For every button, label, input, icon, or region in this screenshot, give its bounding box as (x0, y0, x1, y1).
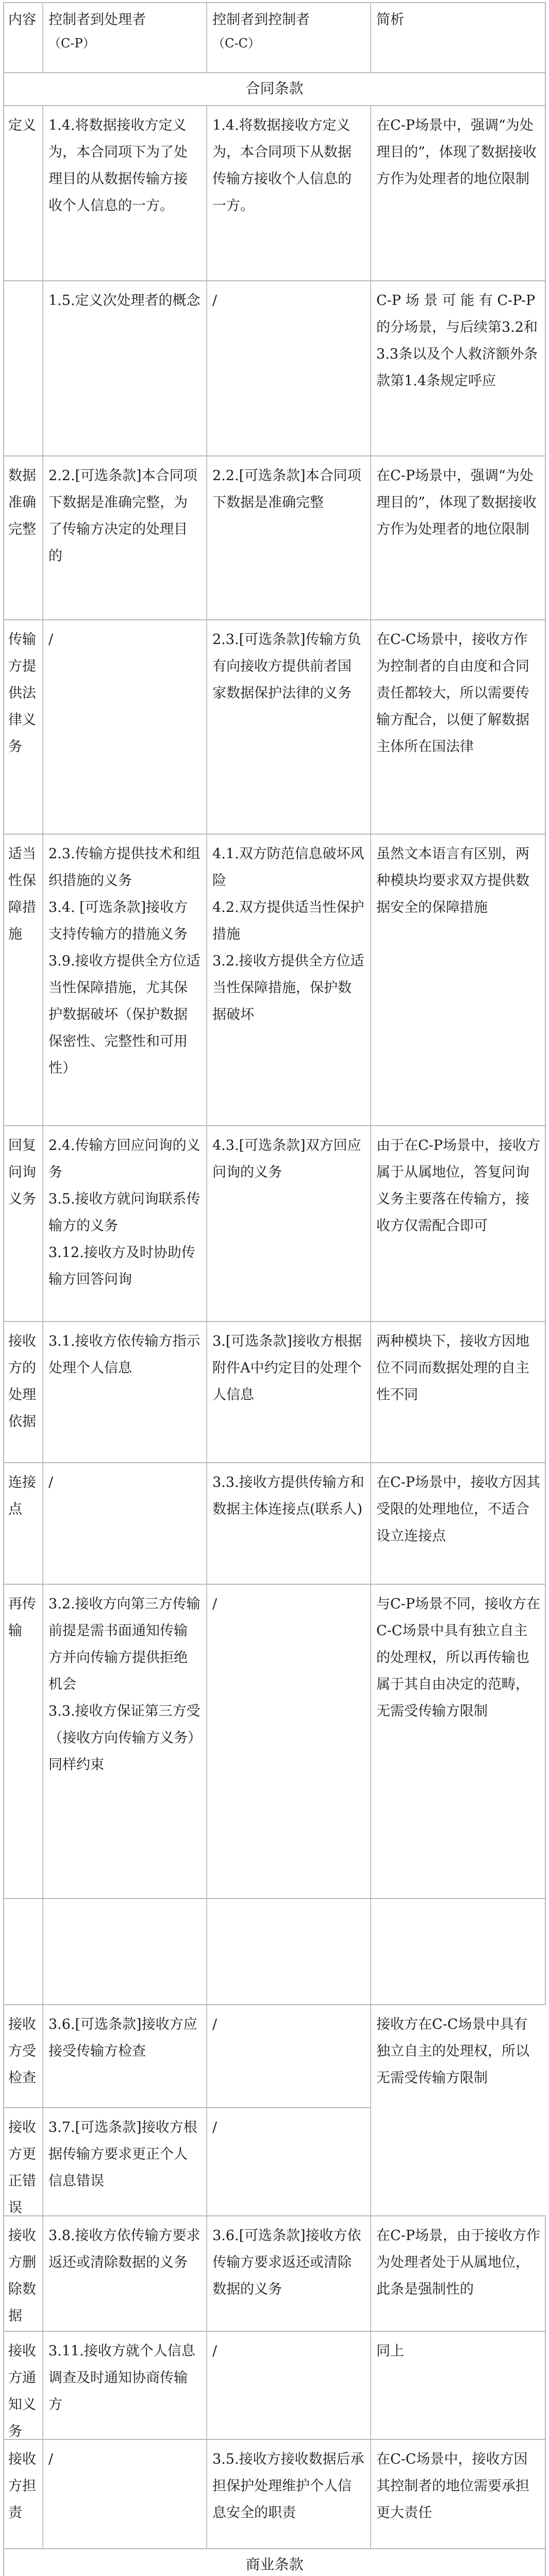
table-cell (3, 2108, 42, 2215)
analysis-text: 在C-P场景，由于接收方作为处理者处于从属地位，此条是强制性的 (376, 2228, 540, 2297)
table-cell (42, 1585, 206, 1898)
table-cell (206, 2108, 370, 2215)
table-cell (3, 2216, 42, 2331)
table-row (3, 2331, 546, 2439)
cc-clause: / (212, 1596, 218, 1612)
table-cell (42, 2108, 206, 2215)
row-topic: 回复问询义务 (8, 1138, 36, 1207)
table-row (3, 1125, 546, 1321)
analysis-text: 在C-C场景中，接收方作为控制者的自由度和合同责任都较大，所以需要传输方配合，以便了解数据主体所在国法律 (376, 632, 529, 755)
cp-clause: 3.7.[可选条款]接收方根据传输方要求更正个人信息错误 (48, 2120, 197, 2189)
header-cell-cp (42, 2, 206, 72)
table-row (3, 619, 546, 834)
cp-clause: 2.2.[可选条款]本合同项下数据是准确完整，为了传输方决定的处理目的 (48, 468, 197, 564)
analysis-text: C-P 场 景 可 能 有 C-P-P的分场景，与后续第3.2和3.3条以及个人救济额外条款第1.4条规定呼应 (376, 293, 538, 389)
table-cell (42, 1463, 206, 1584)
table-cell (206, 2216, 370, 2331)
cp-clause: 2.3.传输方提供技术和组织措施的义务 3.4. [可选条款]接收方支持传输方的措施义务 3.9.接收方提供全方位适当性保障措施，尤其保护数据破坏（保护数据保密性、完整性和可用性） (48, 846, 201, 1076)
table-row (3, 1584, 546, 1898)
section-contract-terms (3, 72, 546, 105)
table-cell (3, 456, 42, 619)
header-cc-sub: （C-C） (212, 36, 260, 50)
table-cell (370, 2005, 546, 2215)
table-cell (206, 620, 370, 834)
cc-clause: 2.3.[可选条款]传输方负有向接收方提供前者国家数据保护法律的义务 (212, 632, 361, 701)
table-cell (3, 2332, 42, 2439)
row-topic: 连接点 (8, 1475, 36, 1517)
table-cell (370, 1126, 546, 1321)
table-cell (206, 1322, 370, 1462)
table-cell (370, 2440, 546, 2548)
cc-clause: / (212, 2120, 218, 2136)
table-cell (206, 1463, 370, 1584)
table-cell (3, 1463, 42, 1584)
table-row (3, 2004, 546, 2107)
table-cell (3, 2440, 42, 2548)
table-cell (206, 1126, 370, 1321)
table-cell (42, 1126, 206, 1321)
header-cp-sub: （C-P） (48, 36, 95, 50)
table-row (3, 2215, 546, 2331)
row-topic: 数据准确完整 (8, 468, 36, 537)
section-title: 合同条款 (245, 80, 304, 97)
table-cell (42, 281, 206, 455)
table-cell (370, 456, 546, 619)
table-cell (206, 2332, 370, 2439)
row-topic: 接收方受检查 (8, 2016, 36, 2086)
table-cell (42, 2440, 206, 2548)
cc-clause: 3.3.接收方提供传输方和数据主体连接点(联系人) (212, 1475, 364, 1517)
cc-clause: / (212, 2343, 218, 2359)
row-topic: 传输方提供法律义务 (8, 632, 36, 755)
row-topic: 接收方担责 (8, 2451, 36, 2521)
cp-clause: / (48, 1475, 54, 1490)
analysis-text: 在C-P场景中，接收方因其受限的处理地位，不适合设立连接点 (376, 1475, 540, 1544)
section-title: 商业条款 (245, 2556, 304, 2573)
table-cell (3, 1322, 42, 1462)
cc-clause: 1.4.将数据接收方定义为，本合同项下从数据传输方接收个人信息的一方。 (212, 117, 352, 214)
table-cell (3, 1585, 42, 1898)
row-topic: 接收方通知义务 (8, 2343, 36, 2439)
table-cell (3, 2005, 42, 2107)
table-row (3, 1462, 546, 1584)
table-cell (206, 2440, 370, 2548)
header-cell-cc (206, 2, 370, 72)
table-cell (370, 1463, 546, 1584)
analysis-text: 虽然文本语言有区别，两种模块均要求双方提供数据安全的保障措施 (376, 846, 529, 916)
cc-clause: 3.[可选条款]接收方根据附件A中约定目的处理个人信息 (212, 1333, 362, 1403)
table-cell (206, 1899, 370, 2004)
table-cell (206, 106, 370, 280)
table-cell (206, 281, 370, 455)
analysis-text: 同上 (376, 2343, 404, 2359)
table-cell (3, 1126, 42, 1321)
table-cell (3, 835, 42, 1125)
header-cc-title: 控制者到控制者 (212, 12, 310, 28)
table-cell (42, 1899, 206, 2004)
cc-clause: 4.1.双方防范信息破坏风险 4.2.双方提供适当性保护措施 3.2.接收方提供全方位适当性保障措施，保护数据破坏 (212, 846, 364, 1023)
section-commercial-terms (3, 2548, 546, 2576)
cp-clause: 3.1.接收方依传输方指示处理个人信息 (48, 1333, 201, 1376)
row-topic: 接收方更正错误 (8, 2120, 36, 2215)
table-cell (206, 2005, 370, 2107)
table-cell (370, 2216, 546, 2331)
header-content-label: 内容 (8, 12, 36, 28)
cp-clause: / (48, 2451, 54, 2467)
table-row (3, 455, 546, 619)
table-cell (370, 1322, 546, 1462)
cc-clause: 3.5.接收方接收数据后承担保护处理维护个人信息安全的职责 (212, 2451, 364, 2521)
row-topic: 适当性保障措施 (8, 846, 36, 942)
table-spacer (3, 1898, 546, 2004)
table-header (3, 2, 546, 72)
cp-clause: 3.8.接收方依传输方要求返还或清除数据的义务 (48, 2228, 201, 2270)
cp-clause: 3.6.[可选条款]接收方应接受传输方检查 (48, 2016, 197, 2059)
row-topic: 接收方删除数据 (8, 2228, 36, 2324)
table-cell (42, 2005, 206, 2107)
table-cell (3, 281, 42, 455)
header-cp-title: 控制者到处理者 (48, 12, 146, 28)
analysis-text: 与C-P场景不同，接收方在C-C场景中具有独立自主的处理权，所以再传输也属于其自由决定的范畴，无需受传输方限制 (376, 1596, 540, 1719)
table-cell (42, 835, 206, 1125)
table-row (3, 105, 546, 280)
cp-clause: 1.4.将数据接收方定义为，本合同项下为了处理目的从数据传输方接收个人信息的一方。 (48, 117, 188, 214)
table-cell (370, 281, 546, 455)
cp-clause: 3.11.接收方就个人信息调查及时通知协商传输方 (48, 2343, 195, 2413)
header-cell-analysis (370, 2, 546, 72)
table-cell (42, 456, 206, 619)
analysis-text: 在C-P场景中，强调“为处理目的”，体现了数据接收方作为处理者的地位限制 (376, 117, 537, 187)
table-cell (3, 106, 42, 280)
row-topic: 接收方的处理依据 (8, 1333, 36, 1430)
table-cell (42, 2332, 206, 2439)
table-cell (3, 1899, 42, 2004)
row-topic: 定义 (8, 117, 36, 133)
cp-clause: / (48, 632, 54, 648)
table-row (3, 834, 546, 1125)
cp-clause: 3.2.接收方向第三方传输前提是需书面通知传输方并向传输方提供拒绝机会 3.3.接收方保证第三方受（接收方向传输方义务）同样约束 (48, 1596, 201, 1773)
cc-clause: 4.3.[可选条款]双方回应问询的义务 (212, 1138, 361, 1180)
table-cell (370, 106, 546, 280)
table-cell (3, 620, 42, 834)
table-cell (370, 1899, 546, 2004)
row-topic: 再传输 (8, 1596, 36, 1639)
table-cell (206, 1585, 370, 1898)
table-cell (370, 2332, 546, 2439)
table-cell (42, 2216, 206, 2331)
table-row (3, 1321, 546, 1462)
header-cell-content (3, 2, 42, 72)
cc-clause: 2.2.[可选条款]本合同项下数据是准确完整 (212, 468, 361, 511)
table-cell (42, 1322, 206, 1462)
cp-clause: 1.5.定义次处理者的概念 (48, 293, 201, 309)
analysis-text: 接收方在C-C场景中具有独立自主的处理权，所以无需受传输方限制 (376, 2016, 529, 2086)
table-cell (370, 835, 546, 1125)
analysis-text: 在C-C场景中，接收方因其控制者的地位需要承担更大责任 (376, 2451, 529, 2521)
cc-clause: 3.6.[可选条款]接收方依传输方要求返还或清除数据的义务 (212, 2228, 361, 2297)
analysis-text: 两种模块下，接收方因地位不同而数据处理的自主性不同 (376, 1333, 529, 1403)
table-cell (370, 620, 546, 834)
table-cell (42, 620, 206, 834)
header-analysis-label: 简析 (376, 12, 404, 28)
table-cell (206, 456, 370, 619)
analysis-text: 由于在C-P场景中，接收方属于从属地位，答复问询义务主要落在传输方，接收方仅需配合即可 (376, 1138, 540, 1234)
cc-clause: / (212, 293, 218, 309)
table-cell (206, 835, 370, 1125)
table-cell (370, 1585, 546, 1898)
cc-clause: / (212, 2016, 218, 2032)
table-cell (42, 106, 206, 280)
analysis-text: 在C-P场景中，强调“为处理目的”，体现了数据接收方作为处理者的地位限制 (376, 468, 537, 537)
cp-clause: 2.4.传输方回应问询的义务 3.5.接收方就问询联系传输方的义务 3.12.接收方及时协助传输方回答问询 (48, 1138, 201, 1287)
table-row (3, 280, 546, 455)
table-row (3, 2439, 546, 2548)
